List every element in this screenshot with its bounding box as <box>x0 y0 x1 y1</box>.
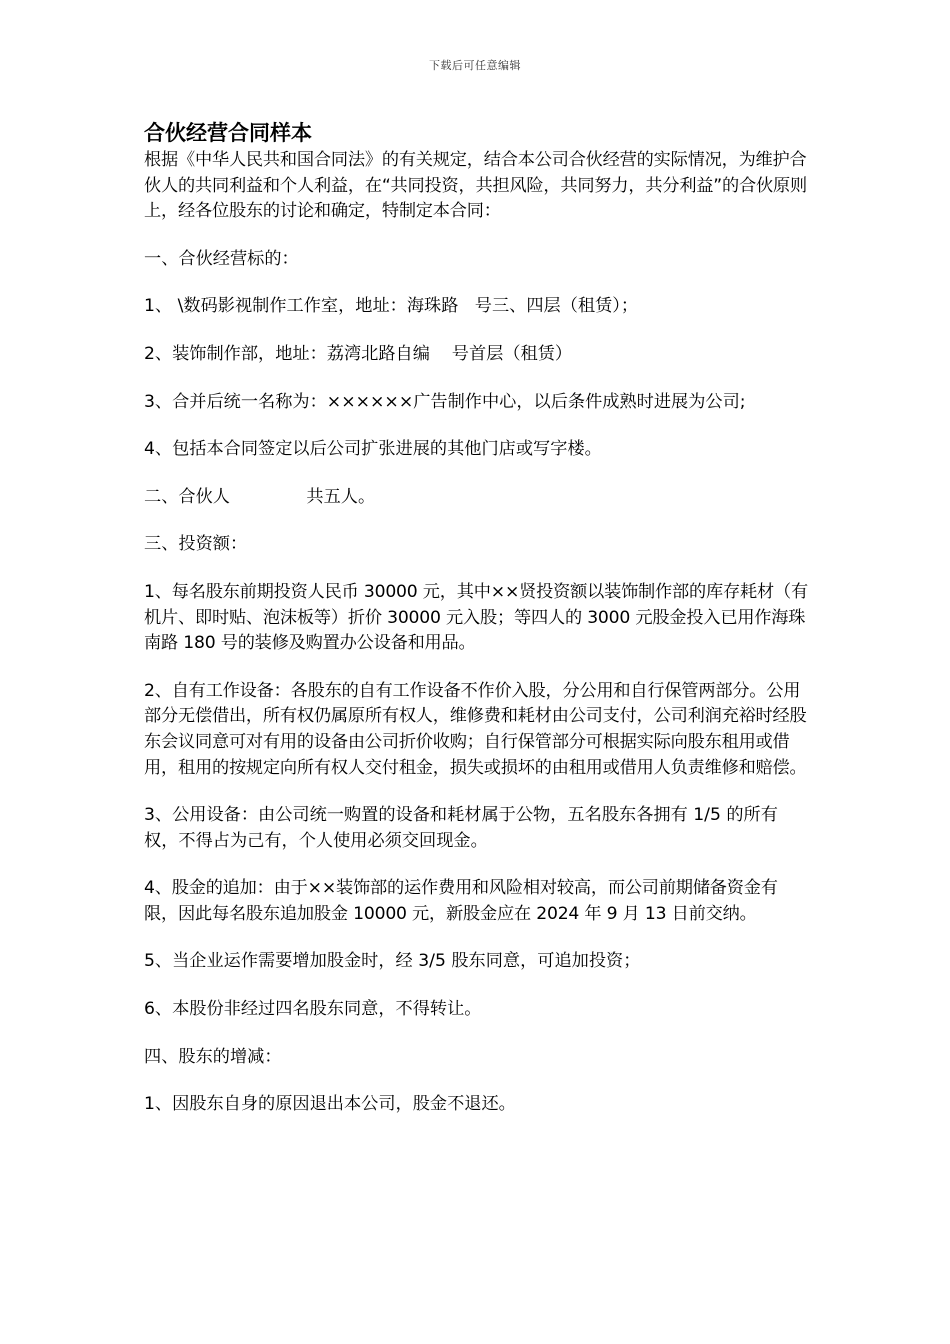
paragraph: 6、本股份非经过四名股东同意，不得转让。 <box>144 999 482 1020</box>
paragraph: 2、装饰制作部，地址：荔湾北路自编 号首层（租赁） <box>144 343 573 364</box>
paragraph: 1、因股东自身的原因退出本公司，股金不退还。 <box>144 1094 516 1115</box>
paragraph: 3、合并后统一名称为：××××××广告制作中心，以后条件成熟时进展为公司; <box>144 391 746 412</box>
paragraph: 4、股金的追加：由于××装饰部的运作费用和风险相对较高，而公司前期储备资金有限，因此每名股东追加股金 10000 元，新股金应在 2024 年 9 月 13 日前交纳。 <box>144 878 778 924</box>
paragraph: 4、包括本合同签定以后公司扩张进展的其他门店或写字楼。 <box>144 439 602 460</box>
paragraph: 5、当企业运作需要增加股金时，经 3/5 股东同意，可追加投资； <box>144 951 641 972</box>
section-heading-2: 二、合伙人 共五人。 <box>144 486 376 507</box>
document-body <box>144 118 809 1140</box>
paragraph: 3、公用设备：由公司统一购置的设备和耗材属于公物，五名股东各拥有 1/5 的所有权，不得占为己有，个人使用必须交回现金。 <box>144 805 778 851</box>
section-heading-3: 三、投资额： <box>144 534 248 555</box>
paragraph: 1、 \数码影视制作工作室，地址：海珠路 号三、四层（租赁）； <box>144 296 639 317</box>
section-heading-1: 一、合伙经营标的： <box>144 248 299 269</box>
document-title: 合伙经营合同样本 <box>144 121 312 145</box>
intro-paragraph: 根据《中华人民共和国合同法》的有关规定，结合本公司合伙经营的实际情况，为维护合伙人的共同利益和个人利益，在“共同投资，共担风险，共同努力，共分利益”的合伙原则上，经各位股东的讨论和确定，特制定本合同： <box>144 150 807 222</box>
paragraph: 1、每名股东前期投资人民币 30000 元，其中××贤投资额以装饰制作部的库存耗材（有机片、即时贴、泡沫板等）折价 30000 元入股；等四人的 3000 元股金投入已用作海珠南路 180 号的装修及购置办公设备和用品。 <box>144 581 808 654</box>
paragraph: 2、自有工作设备：各股东的自有工作设备不作价入股，分公用和自行保管两部分。公用部分无偿借出，所有权仍属原所有权人，维修费和耗材由公司支付，公司利润充裕时经股东会议同意可对有用的设备由公司折价收购；自行保管部分可根据实际向股东租用或借用，租用的按规定向所有权人交付租金，损失或损坏的由租用或借用人负责维修和赔偿。 <box>144 680 807 778</box>
section-heading-4: 四、股东的增减： <box>144 1046 282 1067</box>
header-note: 下载后可任意编辑 <box>429 59 521 72</box>
